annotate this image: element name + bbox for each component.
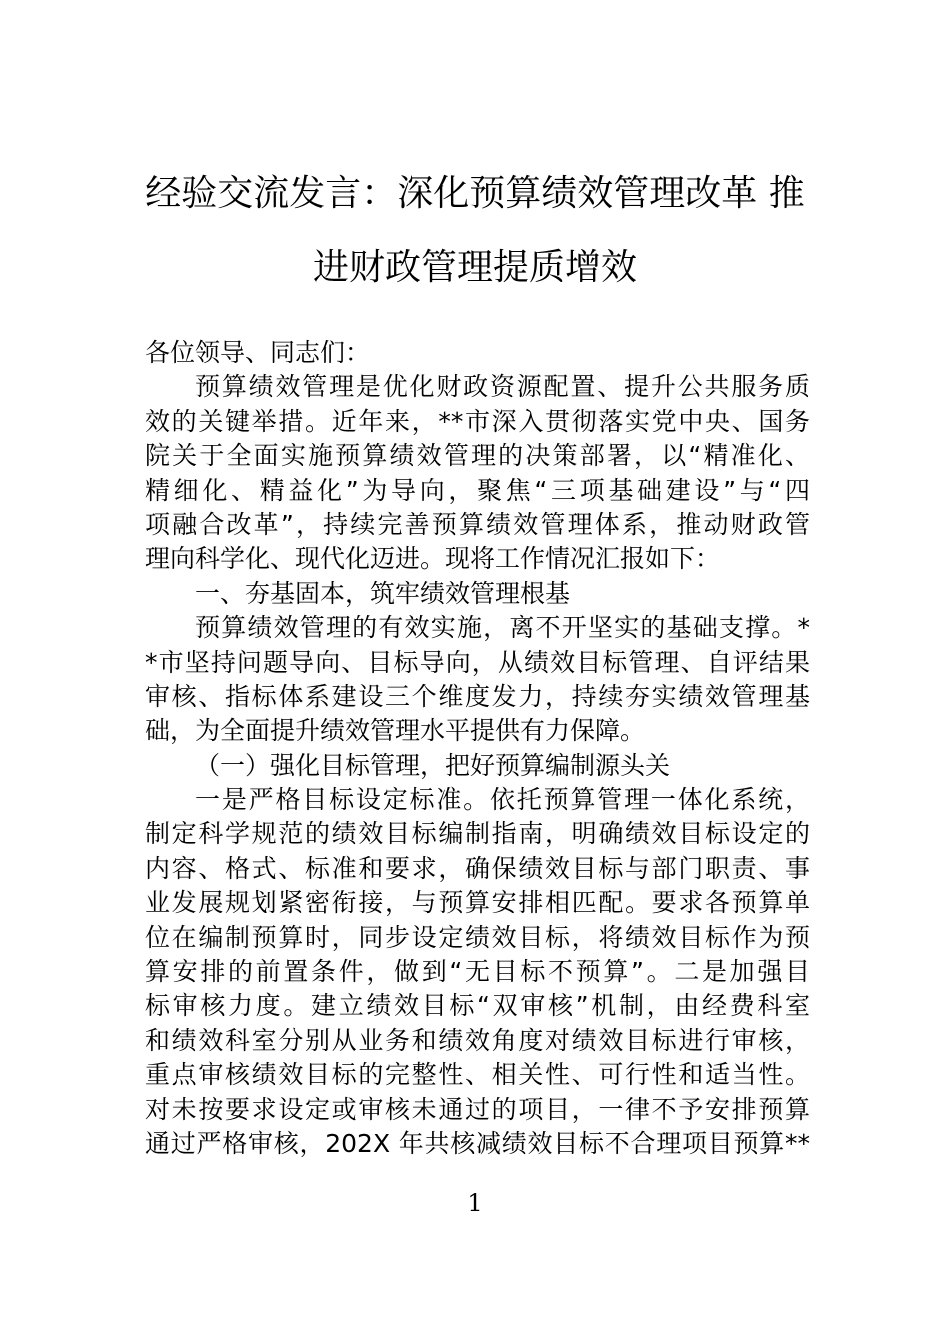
paragraph-line: *市坚持问题导向、目标导向，从绩效目标管理、自评结果 [145, 647, 810, 677]
document-title-line-2: 进财政管理提质增效 [312, 247, 637, 288]
paragraph-line: 础，为全面提升绩效管理水平提供有力保障。 [145, 716, 646, 746]
paragraph-line: 内容、格式、标准和要求，确保绩效目标与部门职责、事 [145, 853, 810, 883]
paragraph-line: 位在编制预算时，同步设定绩效目标，将绩效目标作为预 [145, 922, 810, 952]
paragraph-line: 算安排的前置条件，做到“无目标不预算”。二是加强目 [145, 957, 810, 987]
paragraph-line: 理向科学化、现代化迈进。现将工作情况汇报如下： [145, 544, 721, 574]
page-number: 1 [467, 1189, 483, 1217]
paragraph-line: 通过严格审核，202X 年共核减绩效目标不合理项目预算** [145, 1128, 810, 1158]
section-heading: 一、夯基固本，筑牢绩效管理根基 [195, 578, 571, 608]
subsection-heading: （一）强化目标管理，把好预算编制源头关 [195, 750, 671, 780]
paragraph-line: 业发展规划紧密衔接，与预算安排相匹配。要求各预算单 [145, 888, 810, 918]
paragraph-line: 精细化、精益化”为导向，聚焦“三项基础建设”与“四 [145, 475, 810, 505]
paragraph-line: 一是严格目标设定标准。依托预算管理一体化系统， [195, 785, 810, 815]
document-title-line-1: 经验交流发言：深化预算绩效管理改革 推 [145, 173, 805, 214]
paragraph-line: 制定科学规范的绩效目标编制指南，明确绩效目标设定的 [145, 819, 810, 849]
paragraph-line: 审核、指标体系建设三个维度发力，持续夯实绩效管理基 [145, 681, 810, 711]
salutation: 各位领导、同志们： [145, 338, 371, 367]
document-body [145, 336, 810, 1161]
paragraph-line: 重点审核绩效目标的完整性、相关性、可行性和适当性。 [145, 1060, 810, 1090]
paragraph-line: 预算绩效管理的有效实施，离不开坚实的基础支撑。* [195, 613, 810, 643]
paragraph-line: 效的关键举措。近年来，**市深入贯彻落实党中央、国务 [145, 406, 810, 436]
paragraph-line: 预算绩效管理是优化财政资源配置、提升公共服务质 [195, 372, 810, 402]
paragraph-line: 和绩效科室分别从业务和绩效角度对绩效目标进行审核， [145, 1025, 810, 1055]
paragraph-line: 项融合改革”，持续完善预算绩效管理体系，推动财政管 [145, 509, 810, 539]
paragraph-line: 院关于全面实施预算绩效管理的决策部署，以“精准化、 [145, 441, 810, 471]
paragraph-line: 标审核力度。建立绩效目标“双审核”机制，由经费科室 [145, 991, 810, 1021]
paragraph-line: 对未按要求设定或审核未通过的项目，一律不予安排预算 [145, 1094, 810, 1124]
